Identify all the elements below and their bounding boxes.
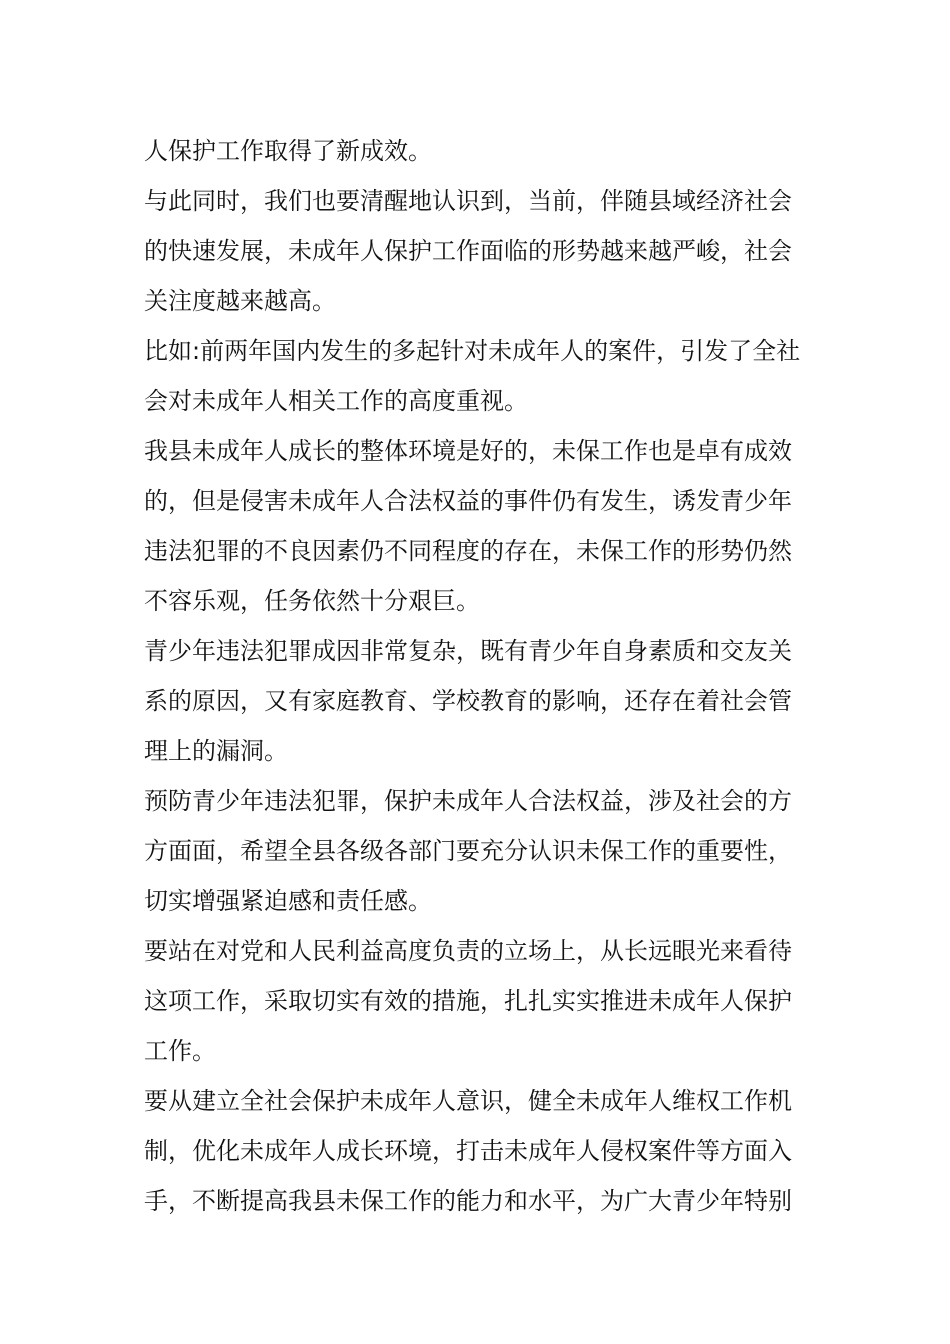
text-line: 不容乐观，任务依然十分艰巨。 xyxy=(144,587,480,615)
document-body xyxy=(144,126,814,1226)
text-line: 方面面，希望全县各级各部门要充分认识未保工作的重要性， xyxy=(144,837,792,865)
text-line: 的，但是侵害未成年人合法权益的事件仍有发生，诱发青少年 xyxy=(144,487,792,515)
text-line: 青少年违法犯罪成因非常复杂，既有青少年自身素质和交友关 xyxy=(144,637,792,665)
text-line: 理上的漏洞。 xyxy=(144,737,288,765)
text-line: 会对未成年人相关工作的高度重视。 xyxy=(144,387,528,415)
text-line: 违法犯罪的不良因素仍不同程度的存在，未保工作的形势仍然 xyxy=(144,537,792,565)
text-line: 工作。 xyxy=(144,1037,216,1065)
text-line: 制，优化未成年人成长环境，打击未成年人侵权案件等方面入 xyxy=(144,1137,792,1165)
text-line: 的快速发展，未成年人保护工作面临的形势越来越严峻，社会 xyxy=(144,237,792,265)
text-line: 系的原因，又有家庭教育、学校教育的影响，还存在着社会管 xyxy=(144,687,792,715)
text-line: 比如:前两年国内发生的多起针对未成年人的案件，引发了全社 xyxy=(144,337,801,365)
text-line: 人保护工作取得了新成效。 xyxy=(144,137,432,165)
text-line: 要站在对党和人民利益高度负责的立场上，从长远眼光来看待 xyxy=(144,937,792,965)
text-line: 与此同时，我们也要清醒地认识到，当前，伴随县域经济社会 xyxy=(144,187,792,215)
text-line: 我县未成年人成长的整体环境是好的，未保工作也是卓有成效 xyxy=(144,437,792,465)
text-line: 要从建立全社会保护未成年人意识，健全未成年人维权工作机 xyxy=(144,1087,792,1115)
text-line: 手，不断提高我县未保工作的能力和水平，为广大青少年特别 xyxy=(144,1187,792,1215)
text-line: 预防青少年违法犯罪，保护未成年人合法权益，涉及社会的方 xyxy=(144,787,792,815)
text-line: 这项工作，采取切实有效的措施，扎扎实实推进未成年人保护 xyxy=(144,987,792,1015)
text-line: 切实增强紧迫感和责任感。 xyxy=(144,887,432,915)
text-line: 关注度越来越高。 xyxy=(144,287,336,315)
